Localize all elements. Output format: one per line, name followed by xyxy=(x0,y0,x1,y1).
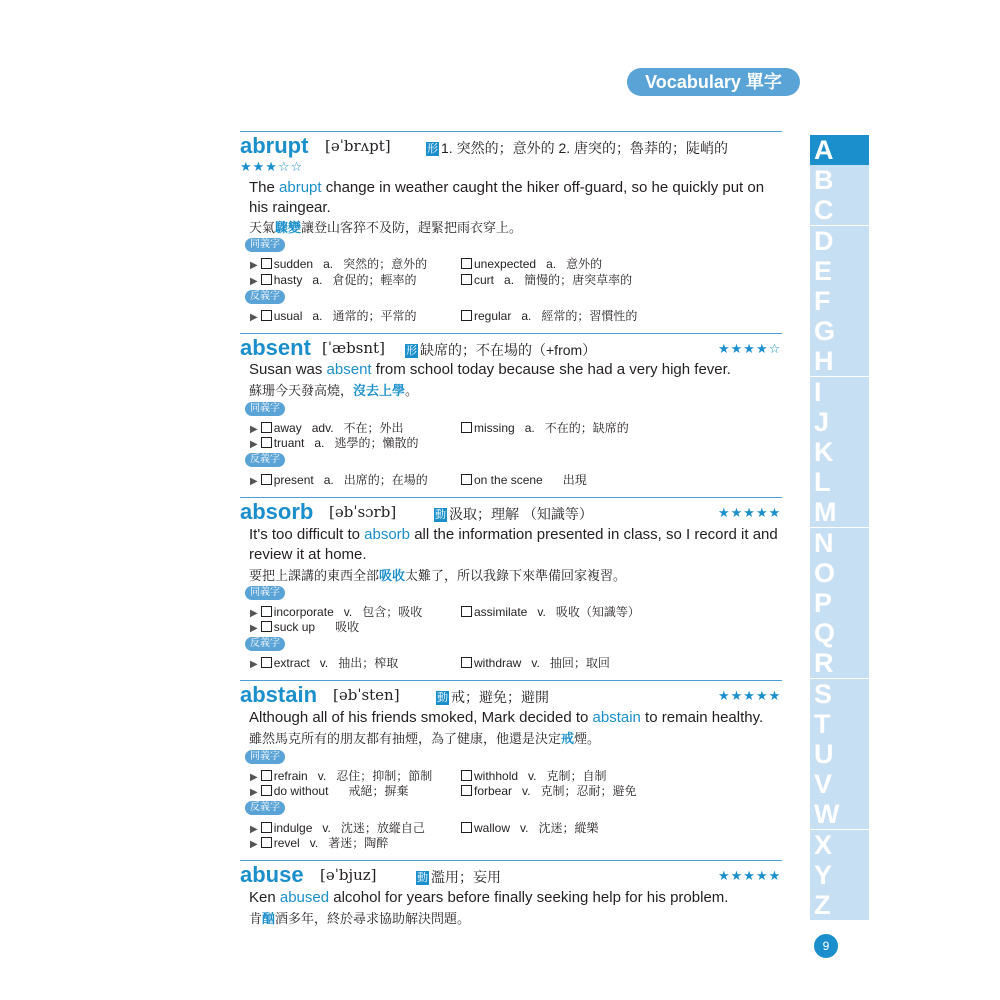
alphabet-tab-h[interactable]: H xyxy=(810,346,869,376)
example-chinese: 蘇珊今天發高燒，沒去上學。 xyxy=(249,383,419,398)
star-rating: ★★★★★ xyxy=(718,868,782,883)
antonym-item: on the scene 出現 xyxy=(461,471,587,488)
alphabet-tab-a[interactable]: A xyxy=(810,135,869,165)
synonym-item: ▶ incorporate v. 包含；吸收 xyxy=(250,605,423,619)
part-of-speech: 形 xyxy=(427,143,438,155)
pronunciation: [əˈbrʌpt] xyxy=(325,137,391,155)
synonym-item: missing a. 不在的；缺席的 xyxy=(461,419,629,436)
synonym-tag: 同義字 xyxy=(245,238,285,252)
synonym-item: ▶ refrain v. 忍住；抑制；節制 xyxy=(250,769,433,783)
entry-absent xyxy=(240,333,782,493)
synonym-item: forbear v. 克制；忍耐；避免 xyxy=(461,782,637,799)
antonym-item: ▶ indulge v. 沈迷；放縱自己 xyxy=(250,821,425,835)
alphabet-tab-x[interactable]: X xyxy=(810,830,869,860)
example-chinese: 要把上課講的東西全部吸收太難了，所以我錄下來準備回家複習。 xyxy=(249,568,627,583)
checkbox-icon xyxy=(261,274,272,285)
part-of-speech: 動 xyxy=(435,509,446,521)
part-of-speech: 動 xyxy=(437,692,448,704)
alphabet-tab-g[interactable]: G xyxy=(810,316,869,346)
alphabet-tab-d[interactable]: D xyxy=(810,226,869,256)
checkbox-icon xyxy=(261,606,272,617)
definition-text: 1. 突然的；意外的 2. 唐突的；魯莽的；陡峭的 xyxy=(441,140,729,156)
checkbox-icon xyxy=(261,837,272,848)
synonym-item: curt a. 簡慢的；唐突草率的 xyxy=(461,271,632,288)
synonym-item: ▶ away adv. 不在；外出 xyxy=(250,421,404,435)
checkbox-icon xyxy=(261,822,272,833)
pronunciation: [əˈbjuz] xyxy=(320,866,377,884)
example-english: Although all of his friends smoked, Mark decided to abstain to remain healthy. xyxy=(249,709,764,726)
star-rating: ★★★☆☆ xyxy=(240,159,304,174)
alphabet-tab-v[interactable]: V xyxy=(810,769,869,799)
antonym-tag: 反義字 xyxy=(245,290,285,304)
synonym-item: assimilate v. 吸收（知識等） xyxy=(461,603,640,620)
definition-text: 缺席的；不在場的（+from） xyxy=(420,342,597,358)
antonym-tag: 反義字 xyxy=(245,453,285,467)
section-title: Vocabulary 單字 xyxy=(627,68,800,96)
star-rating: ★★★★☆ xyxy=(718,341,782,356)
synonym-tag: 同義字 xyxy=(245,750,285,764)
synonym-item: ▶ suck up 吸收 xyxy=(250,620,360,634)
checkbox-icon xyxy=(261,770,272,781)
alphabet-tab-k[interactable]: K xyxy=(810,437,869,467)
antonym-item: withdraw v. 抽回；取回 xyxy=(461,654,610,671)
definition-text: 戒；避免；避開 xyxy=(451,689,549,705)
star-rating: ★★★★★ xyxy=(718,505,782,520)
alphabet-tab-c[interactable]: C xyxy=(810,195,869,225)
checkbox-icon xyxy=(461,310,472,321)
alphabet-tab-l[interactable]: L xyxy=(810,467,869,497)
entry-abrupt xyxy=(240,131,782,331)
headword: abrupt xyxy=(240,133,309,158)
checkbox-icon xyxy=(461,422,472,433)
entry-divider xyxy=(240,333,782,334)
alphabet-tab-o[interactable]: O xyxy=(810,558,869,588)
example-english: It's too difficult to absorb all the information presented in class, so I record it and review it at home. xyxy=(249,526,778,563)
checkbox-icon xyxy=(461,785,472,796)
definition xyxy=(436,687,549,707)
example-chinese: 肯酗酒多年，終於尋求協助解決問題。 xyxy=(249,911,471,926)
part-of-speech: 動 xyxy=(417,872,428,884)
alphabet-tab-b[interactable]: B xyxy=(810,165,869,195)
definition xyxy=(426,138,728,158)
checkbox-icon xyxy=(261,785,272,796)
antonym-item: ▶ revel v. 著迷；陶醉 xyxy=(250,836,389,850)
synonym-tag: 同義字 xyxy=(245,402,285,416)
antonym-item: ▶ extract v. 抽出；榨取 xyxy=(250,656,399,670)
alphabet-tab-r[interactable]: R xyxy=(810,648,869,678)
checkbox-icon xyxy=(461,474,472,485)
part-of-speech: 形 xyxy=(406,345,417,357)
alphabet-tab-s[interactable]: S xyxy=(810,679,869,709)
example-chinese: 天氣驟變讓登山客猝不及防，趕緊把雨衣穿上。 xyxy=(249,220,523,235)
checkbox-icon xyxy=(261,657,272,668)
checkbox-icon xyxy=(261,422,272,433)
entry-divider xyxy=(240,860,782,861)
synonym-tag: 同義字 xyxy=(245,586,285,600)
example-english: The abrupt change in weather caught the hiker off-guard, so he quickly put on his raingear. xyxy=(249,179,765,216)
antonym-item: ▶ usual a. 通常的；平常的 xyxy=(250,309,417,323)
checkbox-icon xyxy=(461,822,472,833)
entry-divider xyxy=(240,131,782,132)
synonym-item: ▶ do without 戒絕；摒棄 xyxy=(250,784,409,798)
alphabet-tab-j[interactable]: J xyxy=(810,407,869,437)
alphabet-tab-i[interactable]: I xyxy=(810,377,869,407)
definition xyxy=(405,340,596,360)
antonym-tag: 反義字 xyxy=(245,637,285,651)
definition xyxy=(416,867,501,887)
headword: absorb xyxy=(240,499,314,524)
alphabet-tab-f[interactable]: F xyxy=(810,286,869,316)
synonym-item: unexpected a. 意外的 xyxy=(461,255,602,272)
checkbox-icon xyxy=(261,621,272,632)
alphabet-tab-t[interactable]: T xyxy=(810,709,869,739)
entry-absorb xyxy=(240,497,782,677)
antonym-item: wallow v. 沈迷；縱樂 xyxy=(461,819,599,836)
antonym-item: regular a. 經常的；習慣性的 xyxy=(461,307,637,324)
checkbox-icon xyxy=(461,657,472,668)
alphabet-tab-y[interactable]: Y xyxy=(810,860,869,890)
synonym-item: ▶ sudden a. 突然的；意外的 xyxy=(250,257,428,271)
alphabet-tab-p[interactable]: P xyxy=(810,588,869,618)
example-english: Ken abused alcohol for years before finally seeking help for his problem. xyxy=(249,889,729,906)
example-chinese: 雖然馬克所有的朋友都有抽煙，為了健康，他還是決定戒煙。 xyxy=(249,731,601,746)
pronunciation: [əbˈsten] xyxy=(333,686,400,704)
headword: abstain xyxy=(240,682,318,707)
synonym-item: ▶ truant a. 逃學的；懶散的 xyxy=(250,436,419,450)
checkbox-icon xyxy=(261,474,272,485)
antonym-tag: 反義字 xyxy=(245,801,285,815)
synonym-item: ▶ hasty a. 倉促的；輕率的 xyxy=(250,273,417,287)
entry-abstain xyxy=(240,680,782,856)
alphabet-tab-n[interactable]: N xyxy=(810,528,869,558)
alphabet-tab-w[interactable]: W xyxy=(810,799,869,829)
synonym-item: withhold v. 克制；自制 xyxy=(461,767,607,784)
checkbox-icon xyxy=(461,258,472,269)
checkbox-icon xyxy=(261,437,272,448)
entry-divider xyxy=(240,497,782,498)
checkbox-icon xyxy=(261,258,272,269)
example-english: Susan was absent from school today because she had a very high fever. xyxy=(249,361,731,378)
headword: absent xyxy=(240,335,311,360)
checkbox-icon xyxy=(461,770,472,781)
checkbox-icon xyxy=(261,310,272,321)
alphabet-tab-q[interactable]: Q xyxy=(810,618,869,648)
definition-text: 濫用；妄用 xyxy=(431,869,501,885)
checkbox-icon xyxy=(461,606,472,617)
pronunciation: [əbˈsɔrb] xyxy=(329,503,397,521)
entry-abuse xyxy=(240,860,782,930)
definition-text: 汲取；理解 （知識等） xyxy=(449,506,593,522)
pronunciation: [ˈæbsnt] xyxy=(322,339,385,357)
star-rating: ★★★★★ xyxy=(718,688,782,703)
page-number: 9 xyxy=(814,934,838,958)
alphabet-tab-z[interactable]: Z xyxy=(810,890,869,920)
definition xyxy=(434,504,593,524)
antonym-item: ▶ present a. 出席的；在場的 xyxy=(250,473,428,487)
alphabet-tab-e[interactable]: E xyxy=(810,256,869,286)
headword: abuse xyxy=(240,862,304,887)
alphabet-tab-u[interactable]: U xyxy=(810,739,869,769)
alphabet-tab-m[interactable]: M xyxy=(810,497,869,527)
checkbox-icon xyxy=(461,274,472,285)
entry-divider xyxy=(240,680,782,681)
